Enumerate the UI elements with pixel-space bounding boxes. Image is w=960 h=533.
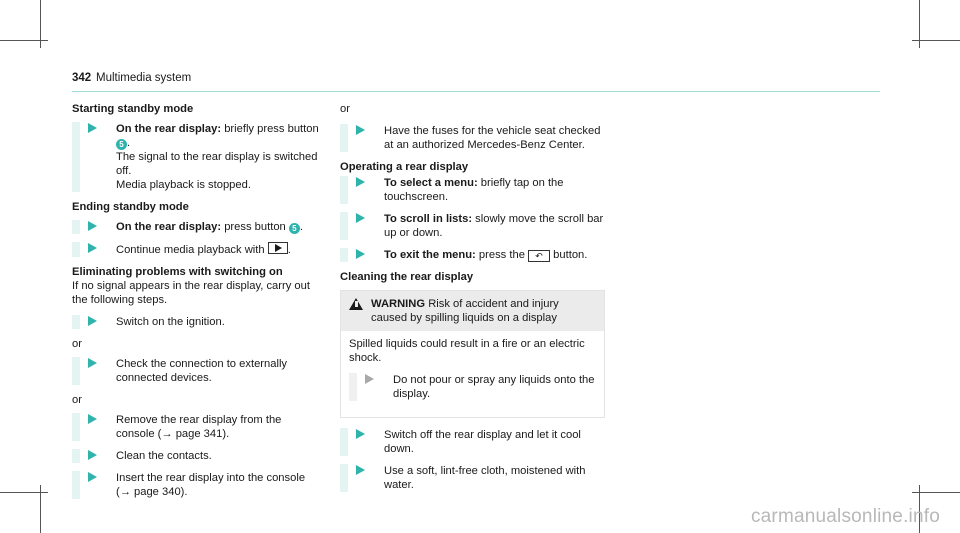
heading-starting-standby: Starting standby mode [72, 103, 194, 115]
section-title: Multimedia system [96, 72, 192, 84]
arrow-icon [88, 243, 97, 253]
header-rule [72, 91, 880, 92]
heading-ending-standby: Ending standby mode [72, 201, 189, 213]
step-bar [72, 315, 80, 329]
heading-eliminating-problems: Eliminating problems with switching on [72, 266, 283, 278]
step-clean-contacts: Clean the contacts. [72, 449, 322, 463]
heading-cleaning-rear-display: Cleaning the rear display [340, 271, 474, 283]
or-text: or [340, 103, 350, 115]
step-bar [72, 413, 80, 441]
step-end-standby: On the rear display: press button 5 . [72, 220, 322, 234]
arrow-icon [356, 429, 365, 439]
step-check-connection: Check the connection to externally connected devices. [72, 357, 322, 385]
step-bar [72, 471, 80, 499]
warning-body: Spilled liquids could result in a fire or an electric shock. Do not pour or spray any liquids onto the display. [349, 338, 595, 400]
arrow-icon [356, 213, 365, 223]
step-bar [340, 248, 348, 262]
page-header [72, 70, 880, 94]
arrow-icon [356, 465, 365, 475]
arrow-icon [88, 414, 97, 424]
arrow-icon [88, 316, 97, 326]
play-key-icon [268, 242, 288, 254]
step-fuses: Have the fuses for the vehicle seat checked at an authorized Mercedes-Benz Center. [340, 124, 605, 152]
arrow-icon [88, 472, 97, 482]
step-switch-off: Switch off the rear display and let it cool down. [340, 428, 605, 456]
back-key-icon: ↶ [528, 250, 550, 262]
step-insert-display: Insert the rear display into the console (→ page 340). [72, 471, 322, 499]
step-ignition: Switch on the ignition. [72, 315, 322, 329]
step-bar [72, 357, 80, 385]
step-bar [340, 176, 348, 204]
warning-label: WARNING [371, 298, 426, 310]
right-column [340, 102, 605, 500]
button-marker-icon: 5 [289, 223, 300, 234]
step-bar [72, 449, 80, 463]
arrow-icon [88, 450, 97, 460]
arrow-icon [88, 123, 97, 133]
crop-mark [912, 40, 960, 41]
step-bar [340, 124, 348, 152]
crop-mark [912, 492, 960, 493]
step-start-standby: On the rear display: briefly press button 5 . The signal to the rear display is switched off. Media playback is stopped. [72, 122, 322, 192]
button-marker-icon: 5 [116, 139, 127, 150]
warning-title: Risk of accident and injury caused by spilling liquids on a display [371, 298, 559, 324]
left-column [72, 102, 322, 507]
arrow-icon [356, 249, 365, 259]
step-bar [72, 242, 80, 257]
step-bar [340, 464, 348, 492]
crop-mark [0, 40, 48, 41]
step-scroll-lists: To scroll in lists: slowly move the scroll bar up or down. [340, 212, 605, 240]
step-bar [349, 373, 357, 401]
arrow-icon [356, 125, 365, 135]
problems-intro: If no signal appears in the rear display, carry out the following steps. [72, 280, 310, 306]
or-text: or [72, 394, 82, 406]
step-bar [340, 212, 348, 240]
step-remove-display: Remove the rear display from the console (→ page 341). [72, 413, 322, 441]
warning-header [341, 291, 604, 331]
arrow-icon [88, 358, 97, 368]
step-bar [72, 220, 80, 234]
warning-step: Do not pour or spray any liquids onto the display. [349, 373, 596, 401]
step-bar [340, 428, 348, 456]
step-continue-playback: Continue media playback with . [72, 242, 322, 257]
watermark: carmanualsonline.info [750, 506, 940, 527]
step-exit-menu: To exit the menu: press the ↶ button. [340, 248, 605, 262]
warning-box [340, 290, 605, 418]
step-use-cloth: Use a soft, lint-free cloth, moistened with water. [340, 464, 605, 492]
arrow-icon [356, 177, 365, 187]
arrow-icon [365, 374, 374, 384]
or-text: or [72, 338, 82, 350]
arrow-icon [88, 221, 97, 231]
step-bar [72, 122, 80, 192]
warning-triangle-icon [349, 298, 363, 310]
heading-operating-rear-display: Operating a rear display [340, 161, 469, 173]
page-number: 342 [72, 72, 92, 84]
crop-mark [0, 492, 48, 493]
step-select-menu: To select a menu: briefly tap on the touchscreen. [340, 176, 605, 204]
